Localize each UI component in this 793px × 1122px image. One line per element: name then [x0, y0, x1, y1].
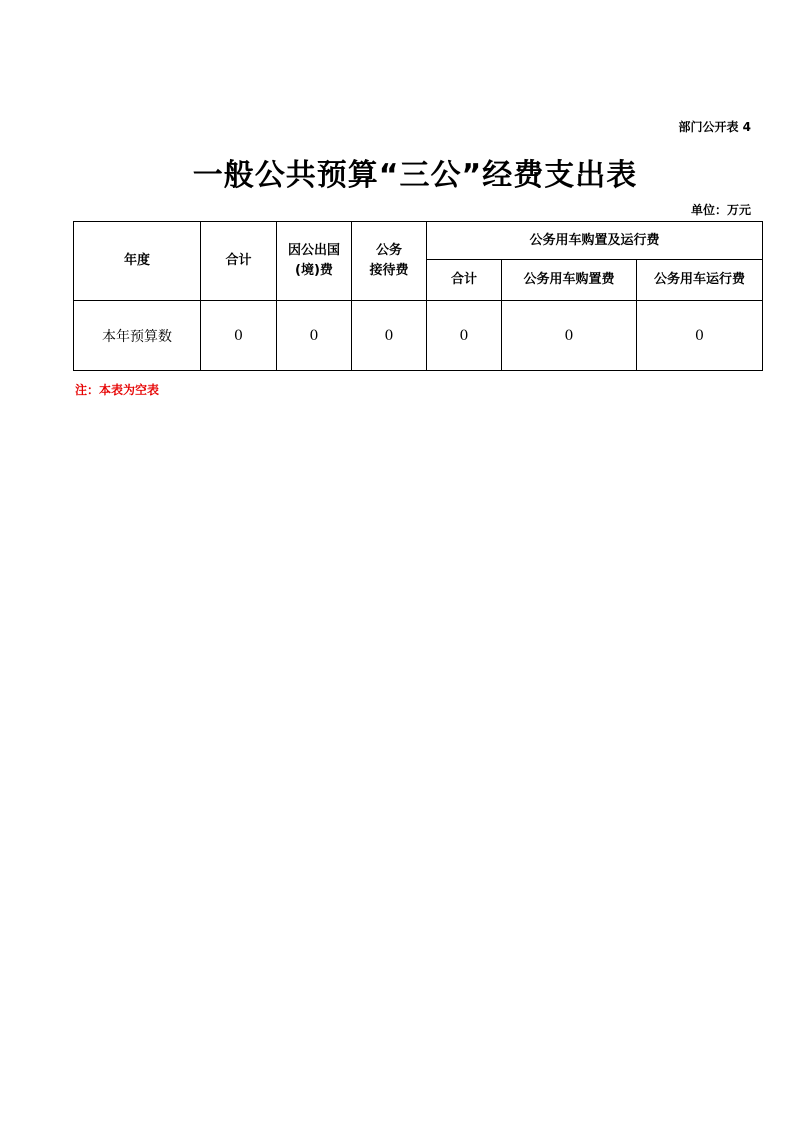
unit-label: 单位：万元: [690, 203, 751, 217]
header-row-1: [74, 222, 763, 260]
vehicle-purchase-cell: 0: [502, 301, 637, 371]
vehicle-operation-header: 公务用车运行费: [637, 260, 763, 301]
vehicle-total-cell: 0: [427, 301, 502, 371]
row-label: 本年预算数: [74, 301, 201, 371]
total-header: 合计: [201, 222, 277, 301]
vehicle-purchase-header: 公务用车购置费: [502, 260, 637, 301]
overseas-header: 因公出国 (境)费: [277, 222, 352, 301]
reception-cell: 0: [352, 301, 427, 371]
vehicle-operation-cell: 0: [637, 301, 763, 371]
table-row: [74, 301, 763, 371]
total-cell: 0: [201, 301, 277, 371]
vehicle-group-header: 公务用车购置及运行费: [427, 222, 763, 260]
year-header: 年度: [74, 222, 201, 301]
document-number: 部门公开表 4: [678, 120, 751, 134]
expense-table: [73, 221, 763, 371]
note-text: 注：本表为空表: [75, 383, 160, 397]
page-title: 一般公共预算“三公”经费支出表: [192, 158, 638, 193]
overseas-cell: 0: [277, 301, 352, 371]
vehicle-total-header: 合计: [427, 260, 502, 301]
reception-header: 公务 接待费: [352, 222, 427, 301]
